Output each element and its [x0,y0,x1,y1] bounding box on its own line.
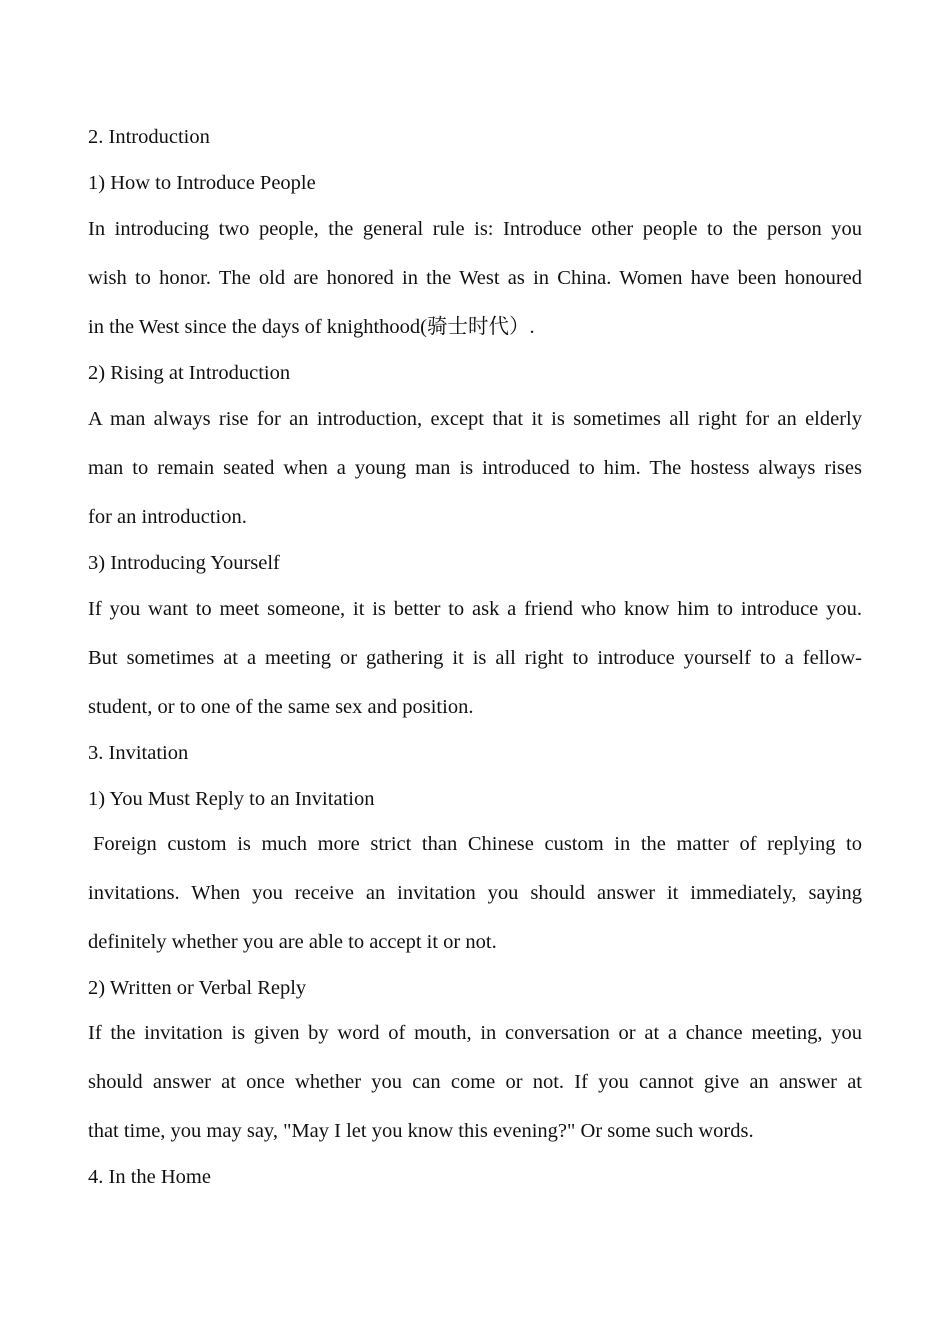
section-heading-invitation: 3. Invitation [88,742,189,764]
paragraph-line: should answer at once whether you can come or not. If you cannot give an answer at [88,1071,862,1093]
subheading-how-to-introduce-people: 1) How to Introduce People [88,172,316,194]
paragraph-line: A man always rise for an introduction, except that it is sometimes all right for an elderly [88,408,862,430]
paragraph-line: If you want to meet someone, it is better to ask a friend who know him to introduce you. [88,598,862,620]
paragraph-line: student, or to one of the same sex and position. [88,696,474,718]
paragraph-line: definitely whether you are able to accept it or not. [88,931,497,953]
subheading-introducing-yourself: 3) Introducing Yourself [88,552,280,574]
paragraph-line: In introducing two people, the general rule is: Introduce other people to the person you [88,218,862,240]
paragraph-line: for an introduction. [88,506,247,528]
subheading-rising-at-introduction: 2) Rising at Introduction [88,362,291,384]
section-heading-in-the-home: 4. In the Home [88,1166,211,1188]
paragraph-line: Foreign custom is much more strict than Chinese custom in the matter of replying to [93,833,862,855]
paragraph-line: wish to honor. The old are honored in the West as in China. Women have been honoured [88,267,862,289]
paragraph-line: man to remain seated when a young man is introduced to him. The hostess always rises [88,457,862,479]
paragraph-line: in the West since the days of knighthood(骑士时代）. [88,316,535,338]
section-heading-introduction: 2. Introduction [88,126,210,148]
subheading-you-must-reply: 1) You Must Reply to an Invitation [88,788,375,810]
paragraph-line: invitations. When you receive an invitation you should answer it immediately, saying [88,882,862,904]
paragraph-line: that time, you may say, "May I let you know this evening?" Or some such words. [88,1120,754,1142]
paragraph-line: But sometimes at a meeting or gathering it is all right to introduce yourself to a fellow- [88,647,862,669]
subheading-written-or-verbal-reply: 2) Written or Verbal Reply [88,977,307,999]
paragraph-line: If the invitation is given by word of mouth, in conversation or at a chance meeting, you [88,1022,862,1044]
